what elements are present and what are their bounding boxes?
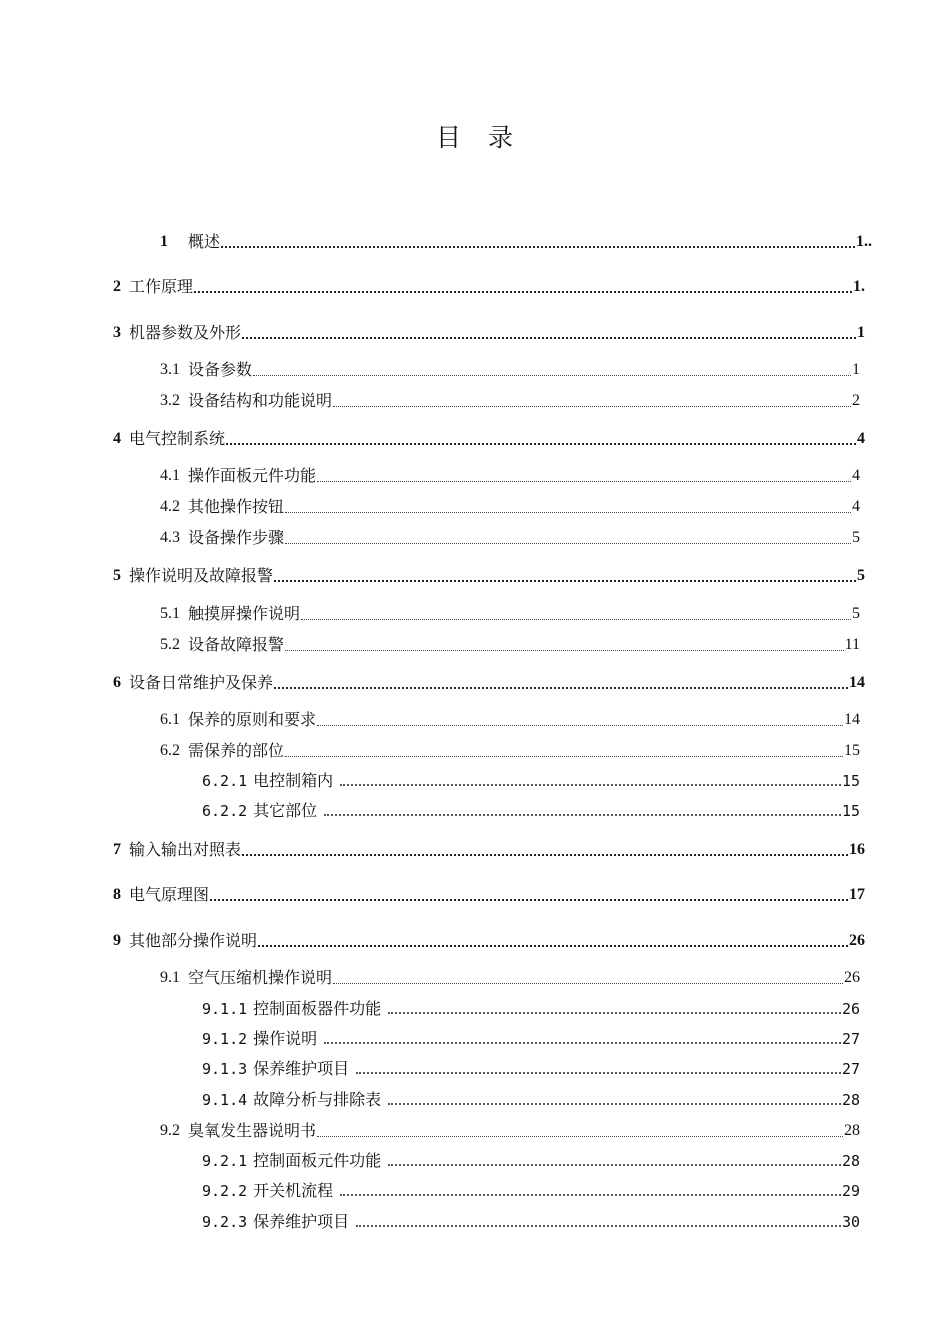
toc-entry-page: 5 bbox=[852, 605, 860, 622]
toc-entry-page: 28 bbox=[841, 1091, 860, 1109]
toc-entry[interactable] bbox=[202, 999, 860, 1019]
toc-entry-label: 保养维护项目 bbox=[253, 1212, 350, 1231]
toc-entry[interactable] bbox=[202, 1181, 860, 1201]
toc-entry-label: 电气原理图 bbox=[129, 885, 210, 904]
toc-entry-label: 机器参数及外形 bbox=[129, 323, 242, 342]
toc-entry-number: 3.2 bbox=[160, 392, 180, 409]
toc-entry[interactable] bbox=[113, 885, 865, 905]
toc-entry-label: 操作说明 bbox=[253, 1029, 318, 1048]
toc-entry-label: 输入输出对照表 bbox=[129, 840, 242, 859]
toc-entry-number: 9.1 bbox=[160, 969, 180, 986]
toc-entry-page: 4 bbox=[857, 430, 865, 447]
toc-entry-page: 26 bbox=[849, 932, 865, 949]
toc-entry[interactable] bbox=[202, 1029, 860, 1049]
toc-entry-label: 设备故障报警 bbox=[188, 635, 285, 654]
toc-entry-page: 26 bbox=[844, 969, 860, 986]
toc-entry-page: 15 bbox=[841, 772, 860, 790]
toc-entry-label: 其他操作按钮 bbox=[188, 497, 285, 516]
toc-entry-number: 4.1 bbox=[160, 467, 180, 484]
toc-entry-page: 1. bbox=[853, 278, 865, 295]
toc-entry-number: 4 bbox=[113, 430, 121, 447]
toc-entry-number: 4.3 bbox=[160, 529, 180, 546]
toc-leader-dots bbox=[258, 931, 848, 951]
toc-entry-number: 3.1 bbox=[160, 361, 180, 378]
toc-entry-label: 电控制箱内 bbox=[253, 771, 334, 790]
toc-entry-label: 设备结构和功能说明 bbox=[188, 391, 333, 410]
toc-entry-label: 操作说明及故障报警 bbox=[129, 566, 274, 585]
toc-leader-dots bbox=[226, 429, 856, 449]
toc-entry-page: 15 bbox=[841, 802, 860, 820]
toc-entry-page: 4 bbox=[852, 498, 860, 515]
toc-entry-label: 臭氧发生器说明书 bbox=[188, 1121, 317, 1140]
toc-entry-number: 5 bbox=[113, 567, 121, 584]
toc-leader-dots bbox=[285, 741, 843, 761]
toc-entry[interactable] bbox=[202, 801, 860, 821]
toc-leader-dots bbox=[285, 497, 851, 517]
toc-entry-page: 29 bbox=[841, 1182, 860, 1200]
toc-entry-label: 控制面板器件功能 bbox=[253, 999, 382, 1018]
toc-entry-label: 电气控制系统 bbox=[129, 429, 226, 448]
toc-leader-dots bbox=[324, 801, 841, 821]
toc-entry-number: 9.1.3 bbox=[202, 1060, 248, 1078]
toc-entry-label: 空气压缩机操作说明 bbox=[188, 968, 333, 987]
toc-entry-number: 3 bbox=[113, 324, 121, 341]
toc-entry-page: 30 bbox=[841, 1213, 860, 1231]
toc-leader-dots bbox=[253, 360, 851, 380]
toc-entry-label: 故障分析与排除表 bbox=[253, 1090, 382, 1109]
toc-entry-label: 操作面板元件功能 bbox=[188, 466, 317, 485]
toc-entry-number: 6 bbox=[113, 674, 121, 691]
toc-entry[interactable] bbox=[113, 429, 865, 449]
toc-entry-label: 其它部位 bbox=[253, 801, 318, 820]
toc-entry-label: 设备参数 bbox=[188, 360, 253, 379]
toc-entry-number: 6.2.1 bbox=[202, 772, 248, 790]
toc-leader-dots bbox=[210, 885, 848, 905]
toc-entry[interactable] bbox=[160, 528, 860, 548]
toc-entry-number: 4.2 bbox=[160, 498, 180, 515]
toc-entry[interactable] bbox=[113, 840, 865, 860]
toc-entry-page: 28 bbox=[841, 1152, 860, 1170]
toc-leader-dots bbox=[356, 1212, 841, 1232]
toc-entry-number: 9.1.4 bbox=[202, 1091, 248, 1109]
toc-entry[interactable] bbox=[113, 931, 865, 951]
toc-entry-page: 27 bbox=[841, 1060, 860, 1078]
toc-entry-page: 5 bbox=[852, 529, 860, 546]
toc-entry-label: 保养的原则和要求 bbox=[188, 710, 317, 729]
toc-entry-page: 4 bbox=[852, 467, 860, 484]
toc-entry[interactable] bbox=[113, 673, 865, 693]
toc-entry-page: 15 bbox=[844, 742, 860, 759]
toc-entry[interactable] bbox=[160, 968, 860, 988]
toc-entry-number: 7 bbox=[113, 841, 121, 858]
toc-leader-dots bbox=[333, 391, 851, 411]
toc-entry-page: 1 bbox=[857, 324, 865, 341]
toc-leader-dots bbox=[324, 1029, 841, 1049]
toc-entry[interactable] bbox=[160, 466, 860, 486]
toc-entry-number: 9.2.2 bbox=[202, 1182, 248, 1200]
toc-entry[interactable] bbox=[160, 604, 860, 624]
toc-leader-dots bbox=[274, 673, 848, 693]
toc-entry-page: 17 bbox=[849, 886, 865, 903]
toc-entry-label: 概述 bbox=[188, 232, 221, 251]
toc-entry-page: 27 bbox=[841, 1030, 860, 1048]
toc-leader-dots bbox=[388, 999, 841, 1019]
toc-entry-page: 16 bbox=[849, 841, 865, 858]
toc-leader-dots bbox=[340, 1181, 841, 1201]
toc-entry[interactable] bbox=[202, 1059, 860, 1079]
toc-entry-number: 9.2.1 bbox=[202, 1152, 248, 1170]
toc-entry-page: 14 bbox=[849, 674, 865, 691]
toc-entry-page: 1 bbox=[852, 361, 860, 378]
toc-entry-number: 6.2.2 bbox=[202, 802, 248, 820]
toc-entry[interactable] bbox=[113, 566, 865, 586]
toc-leader-dots bbox=[317, 466, 851, 486]
toc-entry[interactable] bbox=[160, 710, 860, 730]
toc-entry[interactable] bbox=[160, 497, 860, 517]
toc-leader-dots bbox=[221, 232, 855, 252]
toc-entry[interactable] bbox=[160, 232, 872, 252]
toc-leader-dots bbox=[274, 566, 856, 586]
toc-entry-number: 9.2 bbox=[160, 1122, 180, 1139]
toc-entry-number: 9.1.1 bbox=[202, 1000, 248, 1018]
toc-entry-number: 5.1 bbox=[160, 605, 180, 622]
toc-entry[interactable] bbox=[113, 323, 865, 343]
toc-leader-dots bbox=[356, 1059, 841, 1079]
toc-entry-number: 6.1 bbox=[160, 711, 180, 728]
toc-entry-label: 开关机流程 bbox=[253, 1181, 334, 1200]
toc-entry-number: 5.2 bbox=[160, 636, 180, 653]
toc-entry-page: 2 bbox=[852, 392, 860, 409]
toc-entry-label: 其他部分操作说明 bbox=[129, 931, 258, 950]
title-char-1: 目 bbox=[435, 123, 462, 152]
title-char-2: 录 bbox=[488, 123, 515, 152]
toc-entry-number: 9 bbox=[113, 932, 121, 949]
toc-leader-dots bbox=[388, 1151, 841, 1171]
toc-entry-page: 14 bbox=[844, 711, 860, 728]
toc-leader-dots bbox=[285, 635, 844, 655]
toc-entry-number: 9.1.2 bbox=[202, 1030, 248, 1048]
toc-entry[interactable] bbox=[160, 635, 860, 655]
toc-leader-dots bbox=[285, 528, 851, 548]
toc-entry[interactable] bbox=[160, 1121, 860, 1141]
toc-entry[interactable] bbox=[160, 360, 860, 380]
toc-entry-label: 需保养的部位 bbox=[188, 741, 285, 760]
toc-entry-page: 26 bbox=[841, 1000, 860, 1018]
toc-entry-number: 9.2.3 bbox=[202, 1213, 248, 1231]
toc-leader-dots bbox=[301, 604, 851, 624]
toc-entry-label: 设备操作步骤 bbox=[188, 528, 285, 547]
toc-entry-page: 1.. bbox=[856, 233, 872, 250]
toc-leader-dots bbox=[317, 1121, 843, 1141]
toc-entry-page: 28 bbox=[844, 1122, 860, 1139]
toc-entry-label: 工作原理 bbox=[129, 277, 194, 296]
toc-entry[interactable] bbox=[202, 771, 860, 791]
toc-entry[interactable] bbox=[202, 1212, 860, 1232]
toc-leader-dots bbox=[388, 1090, 841, 1110]
toc-leader-dots bbox=[317, 710, 843, 730]
toc-leader-dots bbox=[340, 771, 841, 791]
toc-entry-label: 控制面板元件功能 bbox=[253, 1151, 382, 1170]
toc-entry-label: 触摸屏操作说明 bbox=[188, 604, 301, 623]
toc-leader-dots bbox=[194, 277, 852, 297]
toc-entry[interactable] bbox=[160, 391, 860, 411]
toc-entry[interactable] bbox=[113, 277, 865, 297]
toc-entry[interactable] bbox=[202, 1090, 860, 1110]
page-title bbox=[0, 118, 950, 154]
toc-leader-dots bbox=[242, 323, 856, 343]
toc-entry-number: 1 bbox=[160, 233, 168, 250]
toc-entry-label: 保养维护项目 bbox=[253, 1059, 350, 1078]
toc-entry-label: 设备日常维护及保养 bbox=[129, 673, 274, 692]
toc-entry-number: 6.2 bbox=[160, 742, 180, 759]
toc-leader-dots bbox=[242, 840, 848, 860]
toc-entry-number: 8 bbox=[113, 886, 121, 903]
toc-entry[interactable] bbox=[160, 741, 860, 761]
toc-entry-number: 2 bbox=[113, 278, 121, 295]
toc-entry-page: 5 bbox=[857, 567, 865, 584]
toc-leader-dots bbox=[333, 968, 843, 988]
toc-entry-page: 11 bbox=[844, 636, 860, 653]
toc-entry[interactable] bbox=[202, 1151, 860, 1171]
